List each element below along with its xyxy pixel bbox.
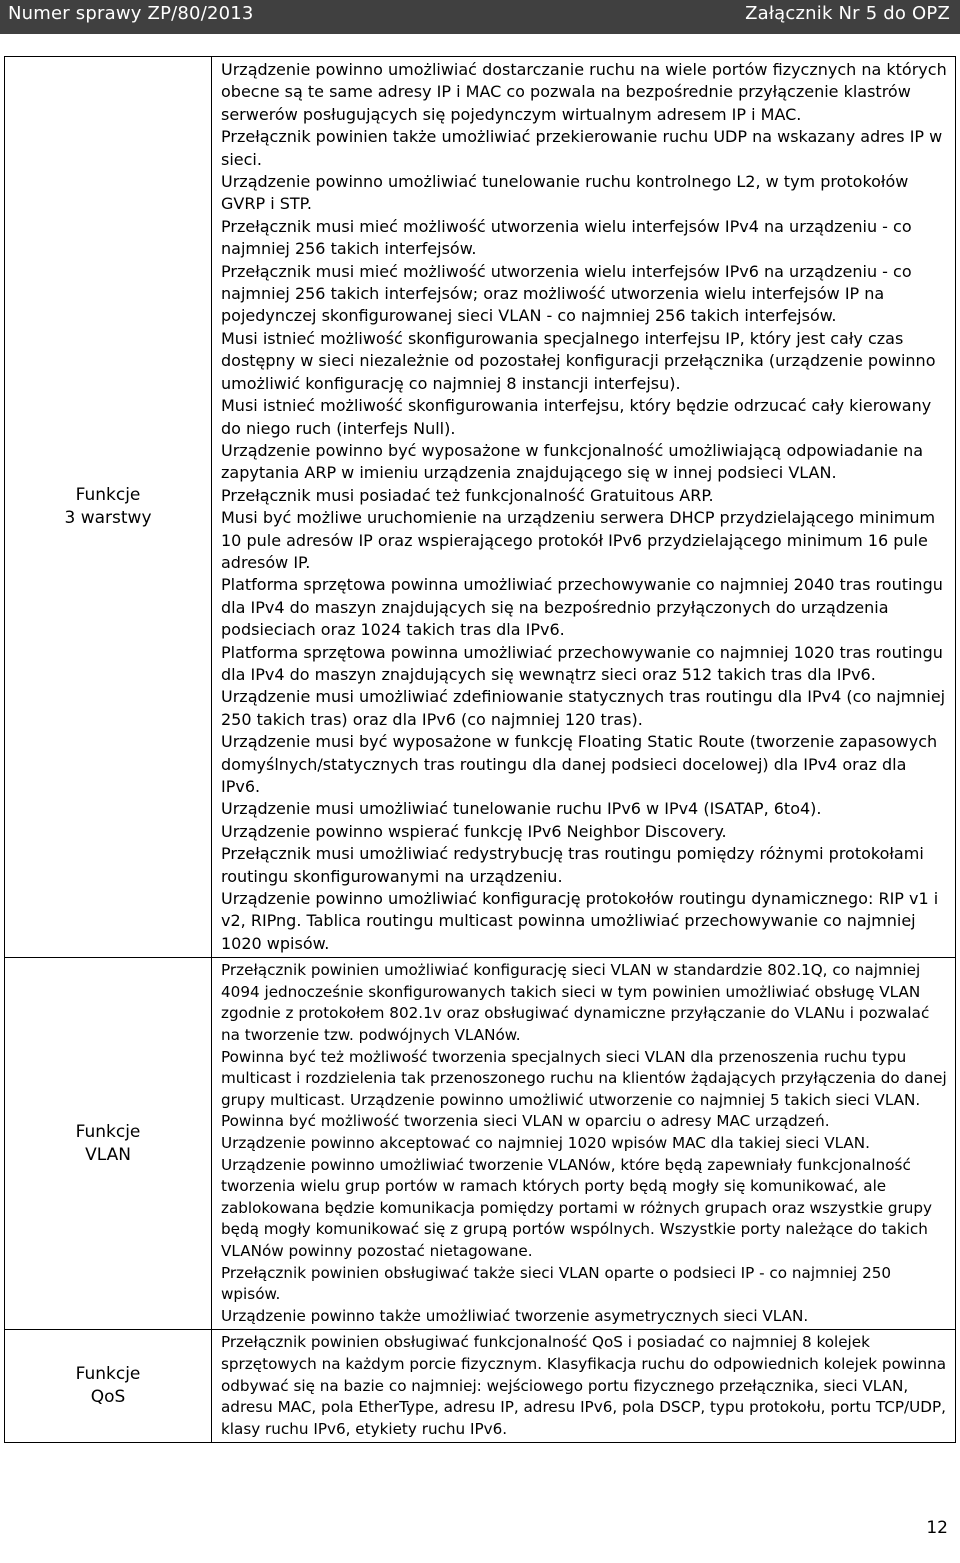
table-row [5,57,956,958]
row-label [5,958,212,1330]
requirement-text: Powinna być możliwość tworzenia sieci VLAN w oparciu o adresy MAC urządzeń. [221,1112,830,1131]
requirement-text: Przełącznik powinien umożliwiać konfigurację sieci VLAN w standardzie 802.1Q, co najmniej 4094 jednocześnie skonfigurowanych takich sieci w tym powinien umożliwiać obsługę VLAN zgodnie z protokołem 802.1v oraz obsługiwać dynamiczne przyłączanie do VLANu i pozwalać na tworzenie tzw. podwójnych VLANów. [221,961,930,1045]
case-number: Numer sprawy ZP/80/2013 [8,3,254,24]
row-content [212,57,956,958]
requirement-text: Powinna być też możliwość tworzenia specjalnych sieci VLAN dla przenoszenia ruchu typu multicast i rozdzielenia tak przenoszonego ruchu na klientów żądających przyłączenia do danej grupy multicast. Urządzenie powinno umożliwić utworzenie co najmniej 5 takich sieci VLAN. [221,1047,947,1109]
requirement-text: Przełącznik musi mieć możliwość utworzenia wielu interfejsów IPv6 na urządzeniu - co najmniej 256 takich interfejsów; oraz możliwość utworzenia wielu interfejsów IP na pojedynczej skonfigurowanej sieci VLAN - co najmniej 256 takich interfejsów. [221,261,912,326]
requirement-text: Musi istnieć możliwość skonfigurowania specjalnego interfejsu IP, który jest cały czas dostępny w sieci niezależnie od pozostałej konfiguracji przełącznika (urządzenie powinno umożliwić konfigurację co najmniej 8 instancji interfejsu). [221,328,936,393]
row-label-line1: Funkcje [75,1121,141,1142]
requirement-text: Przełącznik musi umożliwiać redystrybucję tras routingu pomiędzy różnymi protokołami routingu skonfigurowanymi na urządzeniu. [221,844,924,886]
requirement-text: Urządzenie musi umożliwiać tunelowanie ruchu IPv6 w IPv4 (ISATAP, 6to4). [221,799,822,819]
row-label-line1: Funkcje [75,485,141,506]
requirement-text: Platforma sprzętowa powinna umożliwiać przechowywanie co najmniej 1020 tras routingu dla IPv4 do maszyn znajdujących się wewnątrz sieci oraz 512 takich tras dla IPv6. [221,642,943,684]
requirement-text: Przełącznik powinien obsługiwać funkcjonalność QoS i posiadać co najmniej 8 kolejek sprzętowych na każdym porcie fizycznym. Klasyfikacja ruchu do odpowiednich kolejek powinna odbywać się na bazie co najmniej: wejściowego portu fizycznego przełącznika, sieci VLAN, adresu MAC, pola EtherType, adresu IP, adresu IPv6, pola DSCP, typu protokołu, portu TCP/UDP, klasy ruchu IPv6, etykiety ruchu IPv6. [221,1333,947,1438]
requirement-text: Przełącznik powinien obsługiwać także sieci VLAN oparte o podsieci IP - co najmniej 250 wpisów. [221,1263,892,1304]
requirement-text: Przełącznik musi mieć możliwość utworzenia wielu interfejsów IPv4 na urządzeniu - co najmniej 256 takich interfejsów. [221,216,912,259]
table-row [5,958,956,1330]
table-row [5,1330,956,1443]
row-content [212,958,956,1330]
requirement-text: Urządzenie powinno wspierać funkcję IPv6 Neighbor Discovery. [221,821,727,841]
row-label [5,1330,212,1443]
page-header [0,0,960,34]
row-label-line2: VLAN [85,1144,131,1165]
requirement-text: Platforma sprzętowa powinna umożliwiać przechowywanie co najmniej 2040 tras routingu dla IPv4 do maszyn znajdujących się na bezpośrednio przyłączonych do urządzenia podsieciach oraz 1024 takich tras dla IPv6. [221,575,943,640]
requirement-text: Urządzenie powinno umożliwiać tunelowanie ruchu kontrolnego L2, w tym protokołów GVRP i STP. [221,172,909,214]
requirement-text: Urządzenie powinno umożliwiać dostarczanie ruchu na wiele portów fizycznych na których obecne są te same adresy IP i MAC co pozwala na bezpośrednie przyłączenie klastrów serwerów posługujących się pojedynczym wirtualnym adresem IP i MAC. [221,60,947,124]
row-label-line1: Funkcje [75,1364,141,1385]
requirement-text: Urządzenie powinno akceptować co najmniej 1020 wpisów MAC dla takiej sieci VLAN. [221,1134,870,1152]
specification-table [4,56,956,1443]
requirement-text: Urządzenie powinno także umożliwiać tworzenie asymetrycznych sieci VLAN. [221,1306,809,1325]
page-number: 12 [926,1518,948,1538]
row-label-line2: 3 warstwy [64,508,152,529]
requirement-text: Przełącznik musi posiadać też funkcjonalność Gratuitous ARP. [221,485,714,505]
requirement-text: Urządzenie powinno umożliwiać konfigurację protokołów routingu dynamicznego: RIP v1 i v2, RIPng. Tablica routingu multicast powinna umożliwiać przechowywanie co najmniej 1020 wpisów. [221,889,939,953]
row-label-line2: QoS [90,1387,126,1408]
attachment-label: Załącznik Nr 5 do OPZ [745,3,950,24]
requirement-text: Przełącznik powinien także umożliwiać przekierowanie ruchu UDP na wskazany adres IP w sieci. [221,127,943,169]
row-label [5,57,212,958]
requirement-text: Urządzenie powinno umożliwiać tworzenie VLANów, które będą zapewniały funkcjonalność tworzenia wielu grup portów w ramach których porty będą mogły się komunikować, ale zablokowana będzie komunikacja pomiędzy portami w różnych grupach oraz wszystkie grupy będą mogły komunikować się z grupą portów wspólnych. Wszystkie porty należące do takich VLANów powinny pozostać nietagowane. [221,1155,933,1260]
requirement-text: Musi być możliwe uruchomienie na urządzeniu serwera DHCP przydzielającego minimum 10 pule adresów IP oraz wspierającego protokół IPv6 przydzielającego minimum 16 pule adresów IP. [221,508,936,572]
requirement-text: Urządzenie musi być wyposażone w funkcję Floating Static Route (tworzenie zapasowych domyślnych/statycznych tras routingu dla danej podsieci docelowej) dla IPv4 oraz dla IPv6. [221,732,938,796]
row-content [212,1330,956,1443]
requirement-text: Urządzenie powinno być wyposażone w funkcjonalność umożliwiającą odpowiadanie na zapytania ARP w imieniu urządzenia znajdującego się w innej podsieci VLAN. [221,440,924,483]
requirement-text: Urządzenie musi umożliwiać zdefiniowanie statycznych tras routingu dla IPv4 (co najmniej 250 takich tras) oraz dla IPv6 (co najmniej 120 tras). [221,687,946,729]
requirement-text: Musi istnieć możliwość skonfigurowania interfejsu, który będzie odrzucać cały kierowany do niego ruch (interfejs Null). [221,396,932,438]
